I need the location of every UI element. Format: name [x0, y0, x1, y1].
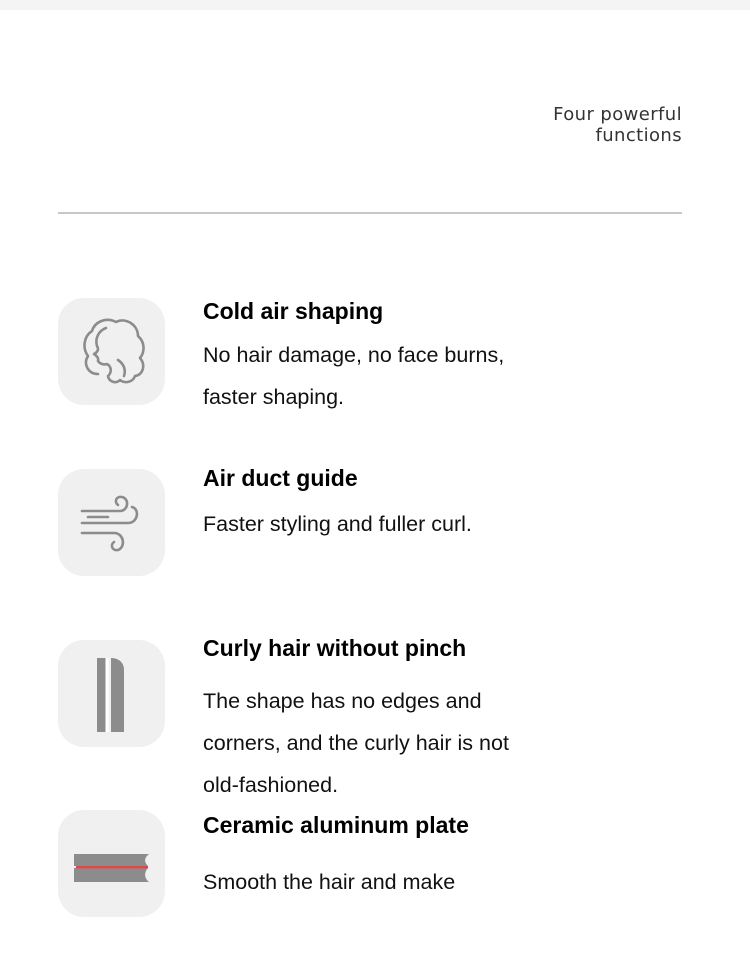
wind-icon: [58, 469, 165, 576]
section-subtitle: [553, 104, 682, 146]
feature-description: No hair damage, no face burns, faster shaping.: [203, 343, 505, 409]
hair-silhouette-icon: [58, 298, 165, 405]
feature-description: Smooth the hair and make: [203, 870, 456, 894]
subtitle-line-2: functions: [595, 125, 682, 146]
feature-title: Air duct guide: [203, 465, 358, 491]
feature-description: Faster styling and fuller curl.: [203, 512, 472, 536]
feature-description: The shape has no edges and corners, and the curly hair is not old-fashioned.: [203, 689, 509, 797]
curling-rod-icon: [58, 640, 165, 747]
top-strip: [0, 0, 750, 10]
header-divider: [58, 212, 682, 214]
subtitle-line-1: Four powerful: [553, 104, 682, 125]
feature-title: Ceramic aluminum plate: [203, 812, 469, 838]
heating-plate-icon: [58, 810, 165, 917]
feature-title: Curly hair without pinch: [203, 635, 467, 661]
feature-title: Cold air shaping: [203, 298, 384, 324]
